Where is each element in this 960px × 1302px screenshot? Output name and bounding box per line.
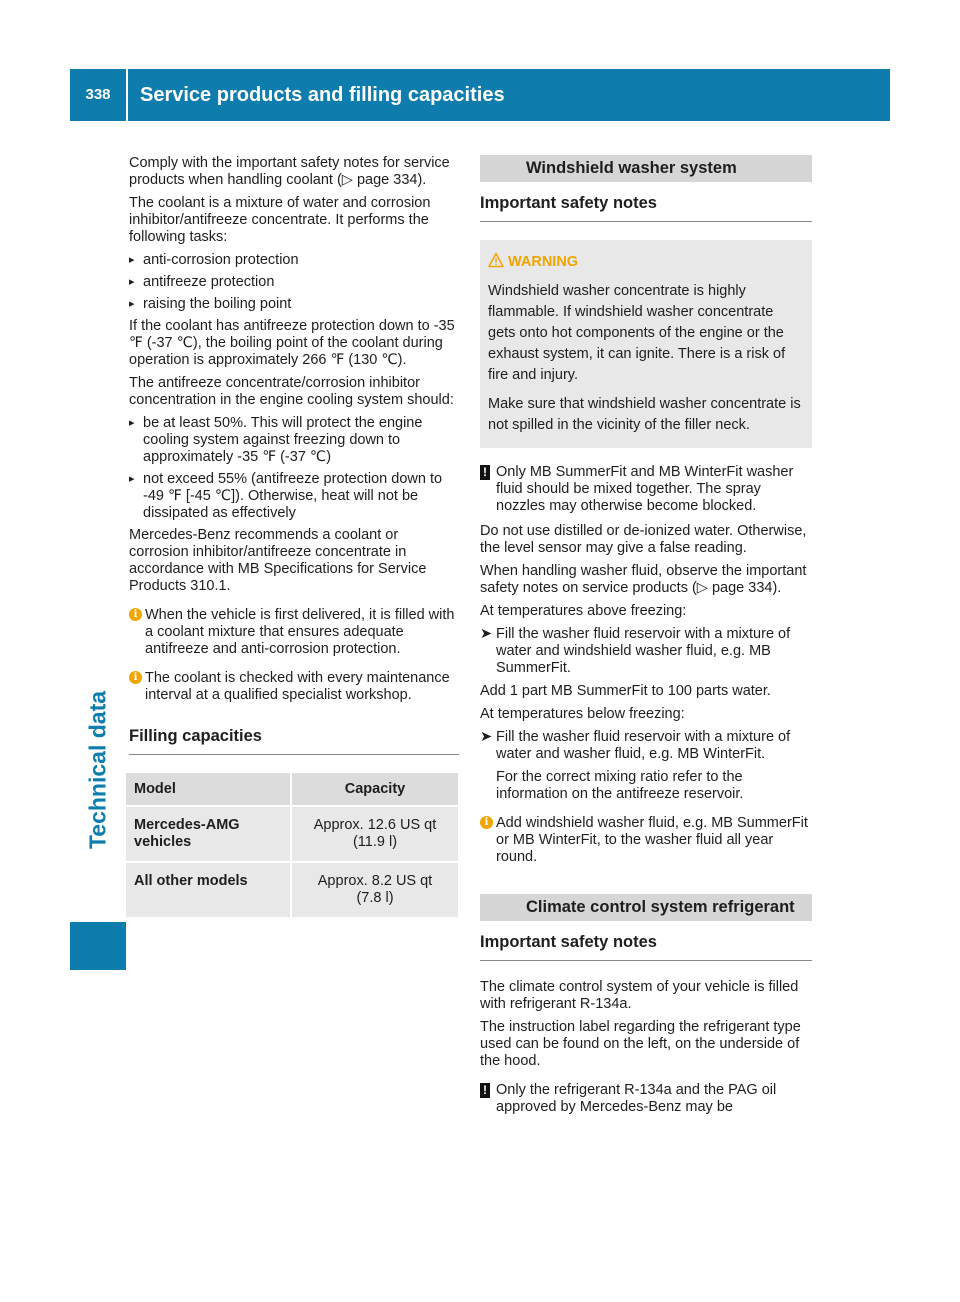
action-text: Fill the washer fluid reservoir with a mixture of water and washer fluid, e.g. MB WinterFit. (496, 729, 791, 762)
page-number: 338 (85, 86, 111, 103)
model-column-header: Model (126, 773, 290, 805)
capacity-cell: Approx. 8.2 US qt (7.8 l) (290, 861, 458, 917)
action-step (480, 626, 812, 677)
warning-text: Make sure that windshield washer concentrate is not spilled in the vicinity of the filler neck. (488, 396, 801, 433)
caution-text: Only MB SummerFit and MB WinterFit washer fluid should be mixed together. The spray nozzles may otherwise become blocked. (496, 464, 794, 514)
info-icon: i (480, 816, 493, 829)
water-paragraph: Do not use distilled or de-ionized water. Otherwise, the level sensor may give a false reading. (480, 523, 807, 556)
caution-note (480, 464, 812, 515)
recommendation-paragraph: Mercedes-Benz recommends a coolant or corrosion inhibitor/antifreeze concentrate in accordance with MB Specifications for Service Products 310.1. (129, 527, 427, 594)
page-header (70, 69, 890, 121)
action-text: Fill the washer fluid reservoir with a mixture of water and windshield washer fluid, e.g. MB SummerFit. (496, 626, 791, 676)
concentration-paragraph: The antifreeze concentrate/corrosion inhibitor concentration in the engine cooling system should: (129, 375, 454, 408)
caution-text: Only the refrigerant R-134a and the PAG oil approved by Mercedes-Benz may be (496, 1082, 777, 1115)
warning-text: Windshield washer concentrate is highly flammable. If windshield washer concentrate gets onto hot components of the engine or the exhaust system, it can ignite. There is a risk of fire and injury. (488, 283, 786, 383)
info-icon: i (129, 608, 142, 621)
page-title: Service products and filling capacities (140, 84, 505, 106)
table-header-row (126, 773, 458, 805)
list-item: ▸ be at least 50%. This will protect the engine cooling system against freezing down to approximately -35 ℉ (-37 ℃) (129, 415, 459, 466)
arrow-icon: ➤ (480, 626, 493, 642)
info-text: Add windshield washer fluid, e.g. MB SummerFit or MB WinterFit, to the washer fluid all year round. (496, 815, 808, 865)
side-tab (70, 570, 126, 970)
info-text: When the vehicle is first delivered, it is filled with a coolant mixture that ensures adequate antifreeze and anti-corrosion protection. (145, 607, 455, 657)
caution-note (480, 1082, 812, 1116)
filling-capacities-heading: Filling capacities (129, 726, 459, 755)
table-row (126, 861, 458, 917)
action-step (480, 729, 812, 763)
list-item: ▸ anti-corrosion protection (129, 252, 459, 269)
action-note: For the correct mixing ratio refer to the information on the antifreeze reservoir. (496, 769, 744, 802)
right-column (480, 155, 812, 1124)
refrigerant-paragraph: The climate control system of your vehicle is filled with refrigerant R-134a. (480, 979, 799, 1012)
model-cell: All other models (126, 861, 290, 917)
list-item: ▸ raising the boiling point (129, 296, 459, 313)
washer-safety-heading: Important safety notes (480, 193, 812, 222)
washer-section-heading: Windshield washer system (480, 155, 812, 182)
exclamation-icon: ! (480, 465, 490, 480)
boiling-point-paragraph: If the coolant has antifreeze protection down to -35 ℉ (-37 ℃), the boiling point of the coolant during operation is approximately 266 ℉ (130 ℃). (129, 318, 455, 368)
list-item: ▸ antifreeze protection (129, 274, 459, 291)
climate-section-heading: Climate control system refrigerant (480, 894, 812, 921)
capacity-cell: Approx. 12.6 US qt (11.9 l) (290, 805, 458, 861)
capacity-column-header: Capacity (290, 773, 458, 805)
list-item: ▸ not exceed 55% (antifreeze protection down to -49 ℉ [-45 ℃]). Otherwise, heat will not be dissipated as effectively (129, 471, 459, 522)
header-divider (126, 69, 128, 121)
coolant-tasks-list (129, 252, 459, 313)
table-row (126, 805, 458, 861)
info-note (480, 815, 812, 866)
warning-label: WARNING (508, 254, 579, 270)
warning-title (488, 252, 804, 273)
above-freezing-paragraph: At temperatures above freezing: (480, 603, 687, 619)
info-text: The coolant is checked with every maintenance interval at a qualified specialist workshop. (145, 670, 450, 703)
concentration-list (129, 415, 459, 522)
side-tab-label: Technical data (84, 690, 111, 850)
arrow-icon: ➤ (480, 729, 493, 745)
left-column (129, 155, 459, 917)
info-note (129, 670, 459, 704)
warning-icon (488, 252, 504, 268)
label-paragraph: The instruction label regarding the refrigerant type used can be found on the left, on the underside of the hood. (480, 1019, 801, 1069)
exclamation-icon: ! (480, 1083, 490, 1098)
info-icon: i (129, 671, 142, 684)
coolant-safety-paragraph: Comply with the important safety notes for service products when handling coolant (▷ page 334). (129, 155, 450, 188)
info-note (129, 607, 459, 658)
warning-box (480, 240, 812, 448)
model-cell: Mercedes-AMG vehicles (126, 805, 290, 861)
coolant-mixture-paragraph: The coolant is a mixture of water and corrosion inhibitor/antifreeze concentrate. It performs the following tasks: (129, 195, 431, 245)
capacity-table (126, 773, 458, 917)
side-tab-marker (70, 922, 126, 970)
climate-safety-heading: Important safety notes (480, 932, 812, 961)
mixing-paragraph: Add 1 part MB SummerFit to 100 parts water. (480, 683, 771, 699)
handling-paragraph: When handling washer fluid, observe the important safety notes on service products (▷ page 334). (480, 563, 807, 596)
below-freezing-paragraph: At temperatures below freezing: (480, 706, 685, 722)
